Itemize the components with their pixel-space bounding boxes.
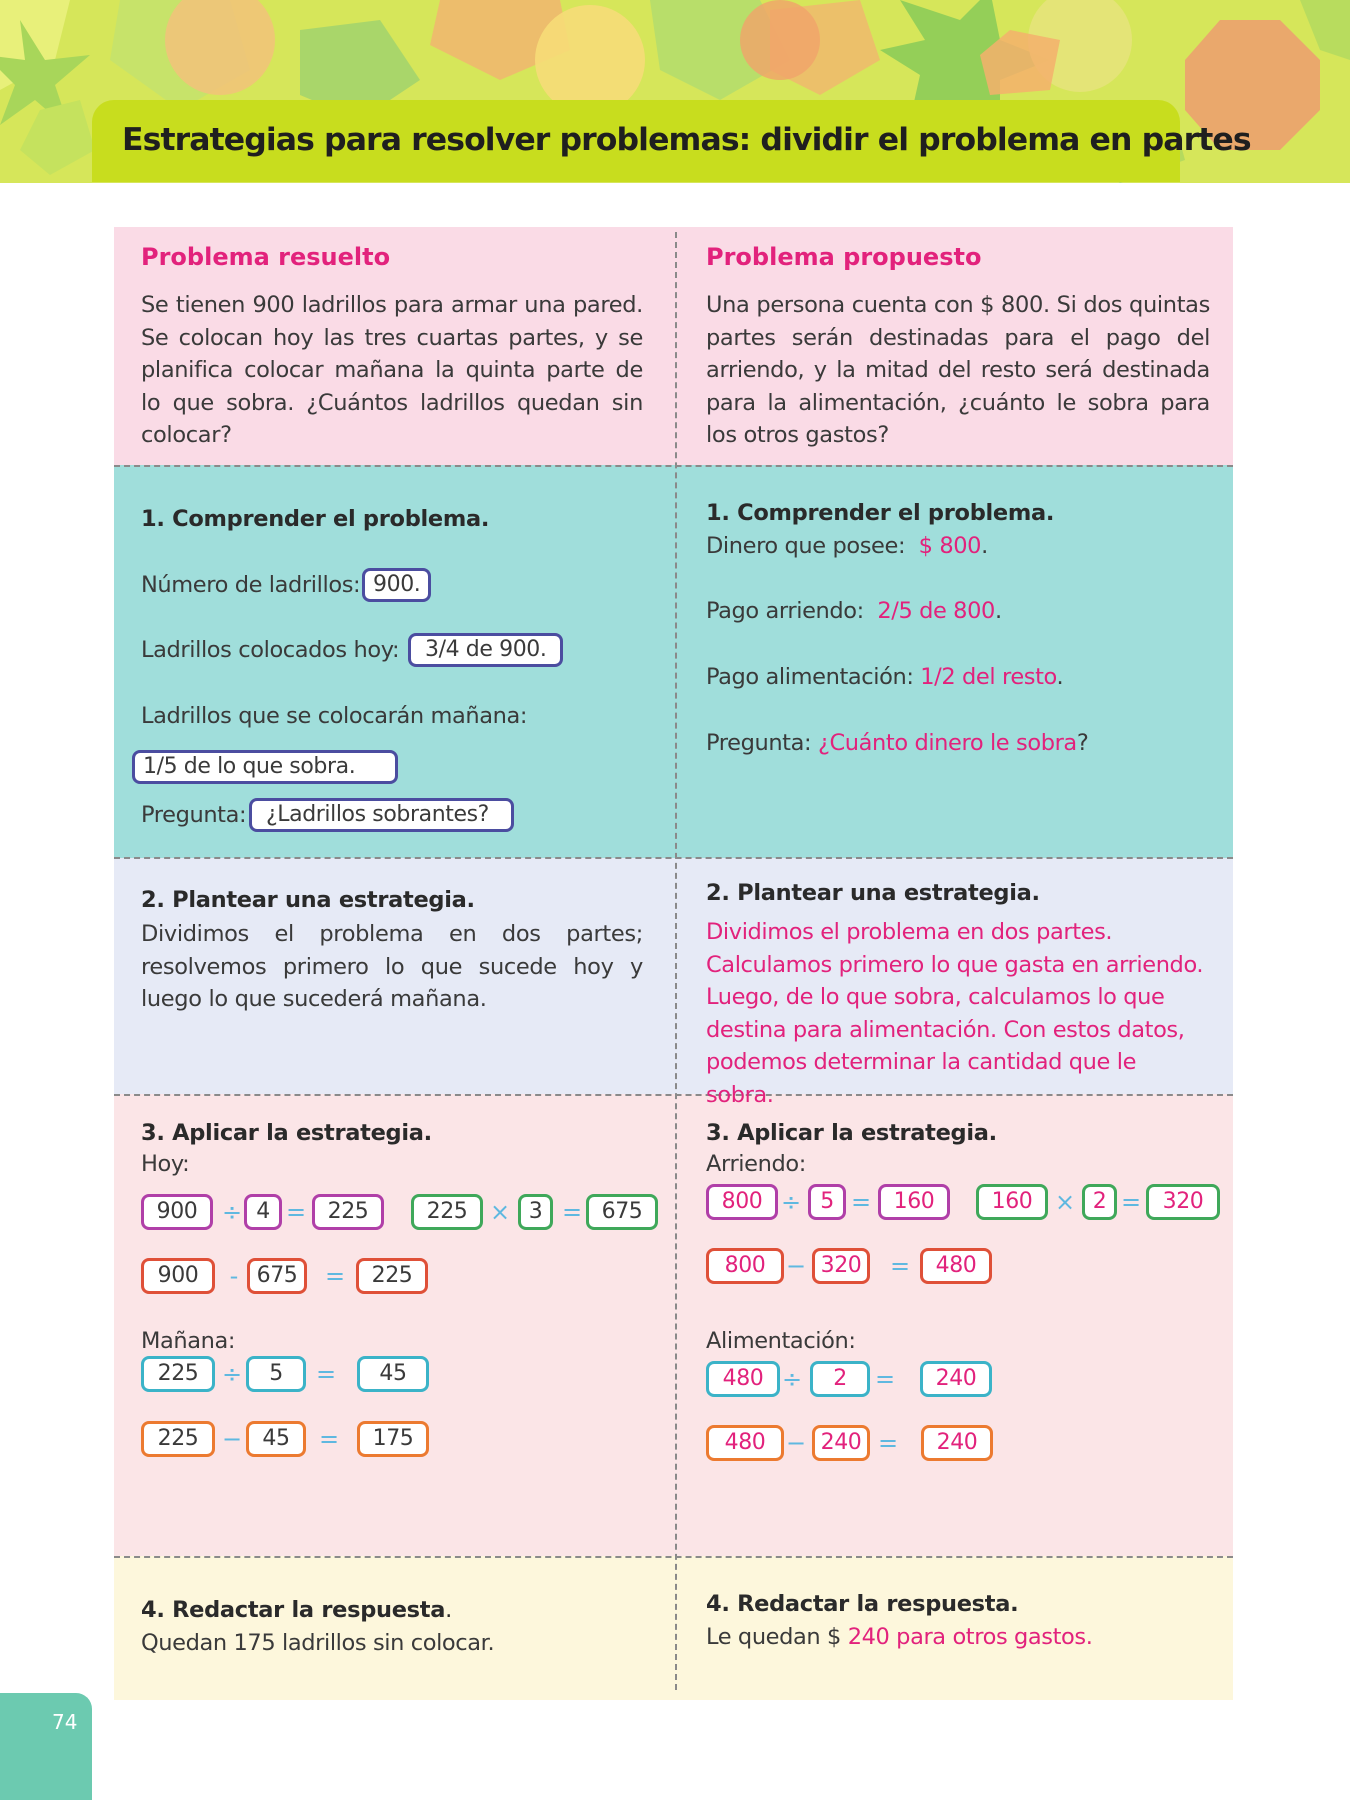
- equals-sign: =: [850, 1188, 872, 1216]
- section-step3: [114, 1094, 1233, 1556]
- operand-box: 800: [706, 1248, 784, 1284]
- right-step2-text: [706, 916, 1210, 1111]
- left-num-value: 900.: [362, 568, 431, 602]
- result-box: 480: [920, 1248, 992, 1284]
- strategy-line: destina para alimentación. Con estos datos,: [706, 1016, 1185, 1043]
- operand-box: 45: [246, 1421, 306, 1457]
- divide-sign: ÷: [221, 1360, 243, 1388]
- right-answer-prefix: Le quedan $: [706, 1624, 841, 1650]
- left-hoy-value: 3/4 de 900.: [408, 633, 563, 667]
- operand-box: 225: [141, 1356, 215, 1392]
- operand-box: 3: [518, 1194, 553, 1230]
- right-statement: Una persona cuenta con $ 800. Si dos quintas partes serán destinadas para el pago del arriendo, y la mitad del resto será destinada para la alimentación, ¿cuánto le sobra para los otros gastos?: [706, 292, 1210, 448]
- multiply-sign: ×: [1054, 1188, 1076, 1216]
- result-box: 45: [357, 1356, 429, 1392]
- header-banner: [0, 0, 1350, 183]
- operand-box: 900: [141, 1258, 215, 1294]
- right-dinero-label: Dinero que posee:: [706, 533, 906, 559]
- left-step4-title-text: 4. Redactar la respuesta: [141, 1597, 446, 1623]
- equals-sign: =: [877, 1429, 899, 1457]
- operand-box: 225: [141, 1421, 215, 1457]
- minus-sign: −: [221, 1425, 243, 1453]
- equals-sign: =: [315, 1360, 337, 1388]
- right-step4-title: 4. Redactar la respuesta.: [706, 1591, 1019, 1617]
- divider: [114, 465, 1233, 467]
- left-heading: Problema resuelto: [141, 243, 391, 271]
- dot: .: [994, 598, 1002, 624]
- left-hoy-label: Hoy:: [141, 1151, 190, 1177]
- left-hoy-label: Ladrillos colocados hoy:: [141, 637, 400, 663]
- right-dinero-value: $ 800: [918, 533, 982, 559]
- left-step2-text: Dividimos el problema en dos partes; resolvemos primero lo que sucede hoy y luego lo que sucederá mañana.: [141, 921, 643, 1012]
- column-divider: [675, 232, 677, 1690]
- operand-box: 2: [1082, 1184, 1117, 1220]
- dot: .: [445, 1597, 452, 1623]
- strategy-line: podemos determinar la cantidad que le sobra.: [706, 1049, 1137, 1108]
- left-manana-label: Ladrillos que se colocarán mañana:: [141, 703, 528, 729]
- right-arriendo: [706, 598, 1002, 624]
- result-box: 225: [312, 1194, 384, 1230]
- right-pregunta-value: Cuánto dinero le sobra: [829, 730, 1077, 756]
- page-number-tab: [0, 1693, 92, 1800]
- right-pregunta: [706, 730, 1088, 756]
- equals-sign: =: [561, 1198, 583, 1226]
- equals-sign: =: [874, 1365, 896, 1393]
- divider: [114, 857, 1233, 859]
- left-pregunta-value: ¿Ladrillos sobrantes?: [249, 798, 514, 832]
- question-close: ?: [1076, 730, 1089, 756]
- left-manana-label: Mañana:: [141, 1328, 236, 1354]
- strategy-line: Dividimos el problema en dos partes.: [706, 919, 1113, 945]
- divide-sign: ÷: [780, 1188, 802, 1216]
- operand-box: 240: [812, 1425, 870, 1461]
- operand-box: 675: [247, 1258, 307, 1294]
- right-heading: Problema propuesto: [706, 243, 982, 271]
- operand-box: 4: [244, 1194, 282, 1230]
- left-manana-value: 1/5 de lo que sobra.: [132, 750, 398, 784]
- page-title: Estrategias para resolver problemas: dividir el problema en partes: [122, 122, 1251, 158]
- equals-sign: =: [285, 1198, 307, 1226]
- operand-box: 320: [812, 1248, 870, 1284]
- dot: .: [1056, 664, 1064, 690]
- right-alim-label: Alimentación:: [706, 1328, 856, 1354]
- operand-box: 5: [808, 1184, 846, 1220]
- right-arriendo-label: Arriendo:: [706, 1151, 806, 1177]
- left-answer: Quedan 175 ladrillos sin colocar.: [141, 1630, 495, 1656]
- operand-box: 480: [706, 1425, 784, 1461]
- right-arriendo-value: 2/5 de 800: [877, 598, 995, 624]
- operand-box: 5: [246, 1356, 306, 1392]
- equals-sign: =: [318, 1425, 340, 1453]
- result-box: 675: [586, 1194, 658, 1230]
- operand-box: 480: [706, 1361, 780, 1397]
- right-alim-value: 1/2 del resto: [920, 664, 1057, 690]
- divider: [114, 1556, 1233, 1558]
- title-bar: [92, 100, 1251, 182]
- operand-box: 900: [141, 1194, 213, 1230]
- strategy-line: Luego, de lo que sobra, calculamos lo que: [706, 984, 1165, 1010]
- left-pregunta-label: Pregunta:: [141, 802, 247, 828]
- minus-sign: −: [785, 1252, 807, 1280]
- left-step2-title: 2. Plantear una estrategia.: [141, 887, 475, 913]
- strategy-line: Calculamos primero lo que gasta en arriendo.: [706, 951, 1204, 978]
- right-alimentacion: [706, 664, 1063, 690]
- operand-box: 800: [706, 1184, 778, 1220]
- right-step3-title: 3. Aplicar la estrategia.: [706, 1120, 997, 1146]
- divide-sign: ÷: [781, 1365, 803, 1393]
- left-step1-title: 1. Comprender el problema.: [141, 506, 490, 532]
- right-dinero: [706, 533, 988, 559]
- operand-box: 160: [976, 1184, 1048, 1220]
- equals-sign: =: [324, 1262, 346, 1290]
- question-open: ¿: [817, 730, 830, 756]
- right-alim-label: Pago alimentación:: [706, 664, 914, 690]
- multiply-sign: ×: [489, 1198, 511, 1226]
- result-box: 225: [356, 1258, 428, 1294]
- left-step4-title: [141, 1597, 643, 1623]
- left-statement: Se tienen 900 ladrillos para armar una pared. Se colocan hoy las tres cuartas partes, y se planifica colocar mañana la quinta parte de lo que sobra. ¿Cuántos ladrillos quedan sin colocar?: [141, 292, 643, 448]
- left-num-label: Número de ladrillos:: [141, 572, 361, 598]
- divide-sign: ÷: [221, 1198, 243, 1226]
- right-step1-title: 1. Comprender el problema.: [706, 500, 1055, 526]
- right-answer-value: 240 para otros gastos.: [847, 1624, 1093, 1650]
- equals-sign: =: [889, 1252, 911, 1280]
- result-box: 240: [920, 1361, 992, 1397]
- right-step2-title: 2. Plantear una estrategia.: [706, 880, 1040, 906]
- left-step3-title: 3. Aplicar la estrategia.: [141, 1120, 432, 1146]
- minus-sign: -: [229, 1262, 239, 1290]
- operand-box: 2: [810, 1361, 870, 1397]
- equals-sign: =: [1120, 1188, 1142, 1216]
- right-arriendo-label: Pago arriendo:: [706, 598, 864, 624]
- result-box: 160: [878, 1184, 950, 1220]
- page-number: 74: [52, 1710, 78, 1734]
- operand-box: 225: [411, 1194, 483, 1230]
- right-answer: [706, 1624, 1093, 1650]
- result-box: 320: [1146, 1184, 1220, 1220]
- minus-sign: −: [785, 1429, 807, 1457]
- dot: .: [981, 533, 988, 559]
- right-pregunta-label: Pregunta:: [706, 730, 812, 756]
- result-box: 240: [921, 1425, 993, 1461]
- result-box: 175: [357, 1421, 429, 1457]
